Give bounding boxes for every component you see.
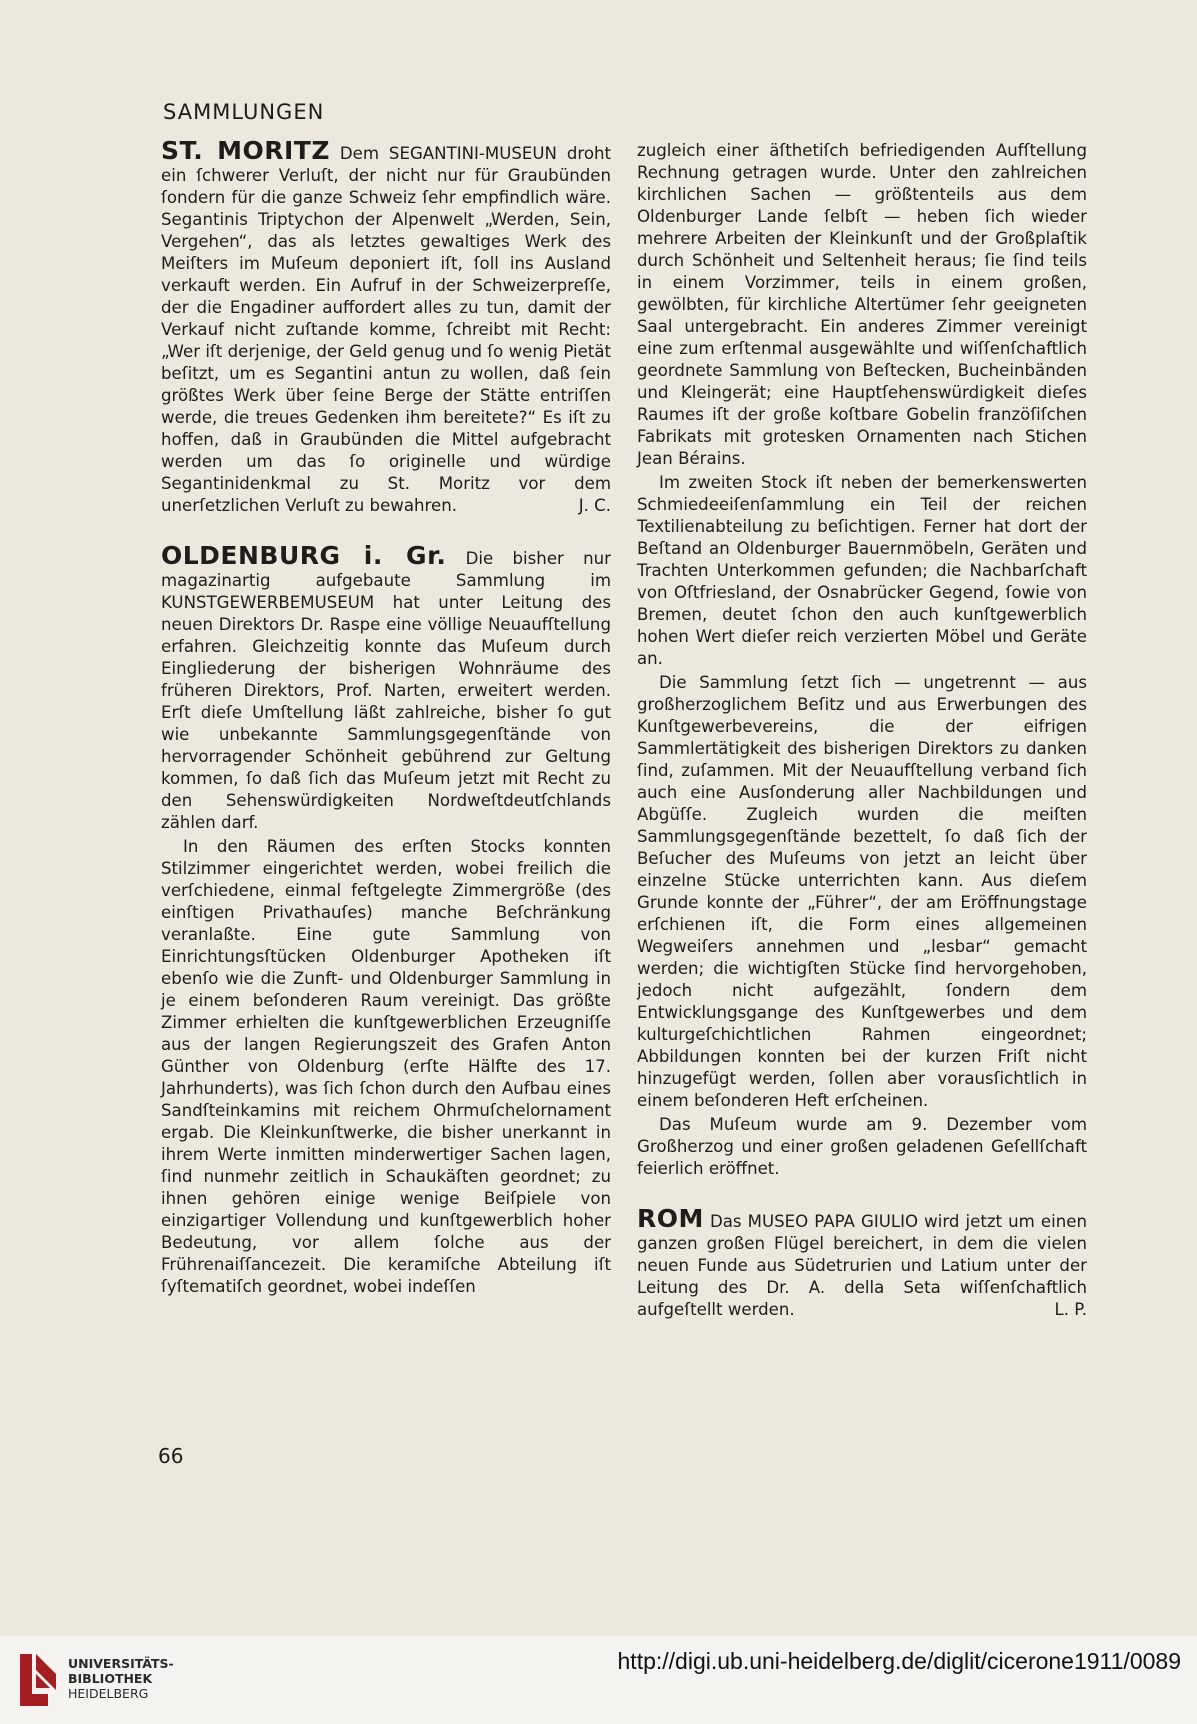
university-library-logo-icon <box>14 1650 62 1712</box>
st-moritz-paragraph <box>161 136 612 517</box>
oldenburg-paragraph-2: In den Räumen des erſten Stocks konnten Stilzimmer eingerichtet werden, wobei freilich die verſchiedene, einmal feſtgelegte Zimmergröße (des einſtigen Privathauſes) manche Beſchränkung veranlaßte. Eine gute Sammlung von Einrichtungsſtücken Oldenburger Apotheken iſt ebenſo wie die Zunft- und Oldenburger Sammlung in je einem beſonderen Raum vereinigt. Das größte Zimmer erhielten die kunſtgewerblichen Erzeugniſſe aus der langen Regierungszeit des Grafen Anton Günther von Oldenburg (erſte Hälfte des 17. Jahrhunderts), was ſich ſchon durch den Aufbau eines Sandſteinkamins mit reichem Ohrmuſchelornament ergab. Die Kleinkunſtwerke, die bisher unerkannt in ihrem Werte inmitten minderwertiger Sachen lagen, ſind nunmehr zeitlich in Schaukäſten geordnet; zu ihnen gehören einige wenige Beiſpiele von einzigartiger Vollendung und kunſtgewerblich hoher Bedeutung, vor allem ſolche aus der Frührenaiſſancezeit. Die keramiſche Abteilung iſt ſyſtematiſch geordnet, wobei indeſſen <box>161 837 611 1296</box>
footer-bar <box>0 1636 1197 1724</box>
right-column <box>637 140 1087 1321</box>
source-url-link[interactable]: http://digi.ub.uni-heidelberg.de/diglit/cicerone1911/0089 <box>617 1648 1181 1674</box>
oldenburg-paragraph-2-continued: zugleich einer äſthetiſch befriedigenden Aufſtellung Rechnung getragen wurde. Unter den zahlreichen kirchlichen Sachen — größtenteils aus dem Oldenburger Lande ſelbſt — heben ſich wieder mehrere Arbeiten der Kleinkunſt und der Großplaſtik durch Schönheit und Seltenheit heraus; ſie ſind teils in einem Vorzimmer, teils in einem großen, gewölbten, für kirchliche Altertümer ſehr geeigneten Saal untergebracht. Ein anderes Zimmer vereinigt eine zum erſtenmal ausgewählte und wiſſenſchaftlich geordnete Sammlung von Beſtecken, Bucheinbänden und Kleingerät; eine Hauptſehenswürdigkeit dieſes Raumes iſt der große koſtbare Gobelin franzöſiſchen Fabrikats mit grotesken Ornamenten nach Stichen Jean Bérains. <box>637 141 1087 468</box>
rom-heading: ROM <box>637 1204 704 1233</box>
rom-text: Das MUSEO PAPA GIULIO wird jetzt um einen ganzen großen Flügel bereichert, in dem die vielen neuen Funde aus Südetrurien und Latium unter der Leitung des Dr. A. della Seta wiſſenſchaftlich aufgeſtellt werden. <box>637 1212 1087 1319</box>
left-column <box>161 136 612 1298</box>
oldenburg-paragraph <box>161 541 611 834</box>
st-moritz-heading: ST. MORITZ <box>161 136 330 165</box>
library-name: UNIVERSITÄTS- BIBLIOTHEK HEIDELBERG <box>68 1656 174 1701</box>
oldenburg-heading: OLDENBURG i. Gr. <box>161 541 447 570</box>
st-moritz-signature: J. C. <box>578 496 611 515</box>
rom-paragraph <box>637 1204 1087 1321</box>
oldenburg-paragraph-4: Die Sammlung ſetzt ſich — ungetrennt — aus großherzoglichem Beſitz und aus Erwerbungen des Kunſtgewerbevereins, die der eifrigen Sammlertätigkeit des bisherigen Direktors zu danken ſind, zuſammen. Mit der Neuaufſtellung verband ſich auch eine Ausſonderung aller Nachbildungen und Abgüſſe. Zugleich wurden die meiſten Sammlungsgegenſtände bezettelt, ſo daß ſich der Beſucher des Muſeums von jetzt an leicht über einzelne Stücke unterrichten kann. Aus dieſem Grunde konnte der „Führer“, der am Eröffnungstage erſchienen iſt, die Form eines allgemeinen Wegweiſers annehmen und „lesbar“ gemacht werden; die wichtigſten Stücke ſind hervorgehoben, jedoch nicht aufgezählt, ſondern dem Entwicklungsgange des Kunſtgewerbes und dem kulturgeſchichtlichen Rahmen eingeordnet; Abbildungen konnten bei der kurzen Friſt nicht hinzugefügt werden, ſollen aber vorausſichtlich in einem beſonderen Heft erſcheinen. <box>637 673 1087 1110</box>
oldenburg-paragraph-3: Im zweiten Stock iſt neben der bemerkenswerten Schmiedeeiſenſammlung ein Teil der reichen Textilienabteilung zu beſichtigen. Ferner hat dort der Beſtand an Oldenburger Bauernmöbeln, Geräten und Trachten Unterkommen gefunden; die Nachbarſchaft von Oſtfriesland, der Osnabrücker Gegend, ſowie von Bremen, deutet ſchon den auch kunſtgewerblich hohen Wert dieſer reich verzierten Möbel und Geräte an. <box>637 473 1087 668</box>
running-head: SAMMLUNGEN <box>163 100 325 124</box>
oldenburg-text: Die bisher nur magazinartig aufgebaute Sammlung im KUNSTGEWERBEMUSEUM hat unter Leitung des neuen Direktors Dr. Raspe eine völlige Neuaufſtellung erfahren. Gleichzeitig konnte das Muſeum durch Eingliederung der bisherigen Wohnräume des früheren Direktors, Prof. Narten, erweitert werden. Erſt dieſe Umſtellung läßt zahlreiche, bisher ſo gut wie unbekannte Sammlungsgegenſtände von hervorragender Schönheit gebührend zur Geltung kommen, ſo daß ſich das Muſeum jetzt mit Recht zu den Sehenswürdigkeiten Nordweſtdeutſchlands zählen darf. <box>161 549 611 832</box>
st-moritz-text: Dem SEGANTINI-MUSEUN droht ein ſchwerer Verluſt, der nicht nur für Graubünden ſondern für die ganze Schweiz ſehr empfindlich wäre. Segantinis Triptychon der Alpenwelt „Werden, Sein, Vergehen“, das als letztes gewaltiges Werk des Meiſters im Muſeum deponiert iſt, ſoll ins Ausland verkauft werden. Ein Aufruf in der Schweizerpreſſe, der die Engadiner auffordert alles zu tun, damit der Verkauf nicht zuſtande komme, ſchreibt mit Recht: „Wer iſt derjenige, der Geld genug und ſo wenig Pietät beſitzt, um es Segantini antun zu wollen, daß ſein größtes Werk über ſeine Berge der Stätte entriſſen werde, die treues Gedenken ihm bereitete?“ Es iſt zu hoffen, daß in Graubünden die Mittel aufgebracht werden um das ſo originelle und würdige Segantinidenkmal zu St. Moritz vor dem unerſetzlichen Verluſt zu bewahren. <box>161 144 612 515</box>
page-number: 66 <box>158 1444 184 1468</box>
oldenburg-paragraph-5: Das Muſeum wurde am 9. Dezember vom Großherzog und einer großen geladenen Geſellſchaft feierlich eröffnet. <box>637 1115 1087 1178</box>
rom-signature: L. P. <box>1054 1300 1087 1319</box>
